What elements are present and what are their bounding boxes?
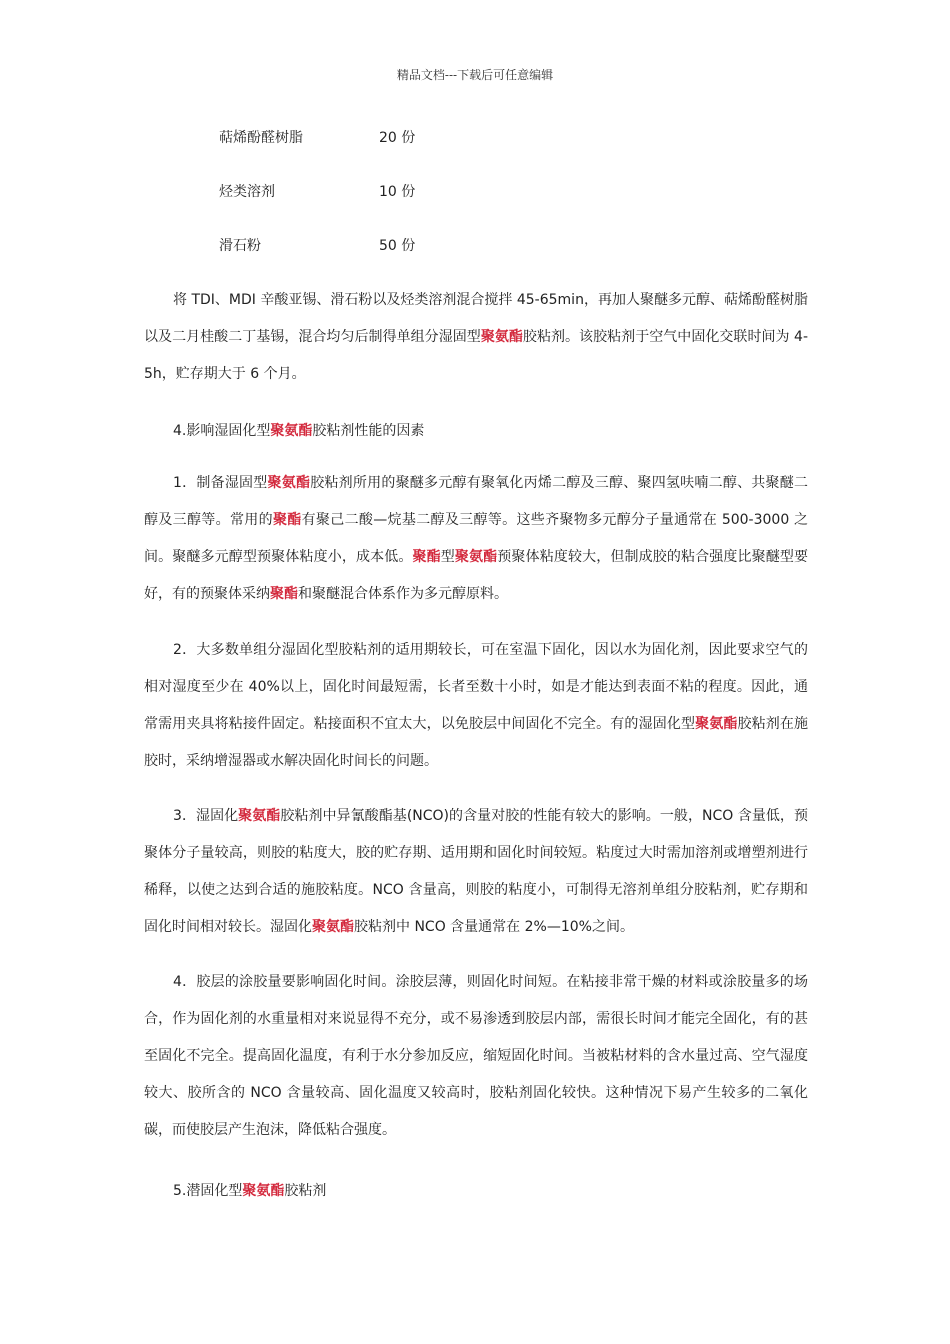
ingredient-name: 萜烯酚醛树脂 [219, 130, 303, 146]
keyword-highlight: 聚酯 [272, 512, 302, 528]
text-run: 胶粘剂性能的因素 [312, 423, 425, 439]
ingredient-amount: 50 份 [379, 238, 416, 254]
section-heading-5 [173, 1180, 326, 1200]
text-run: 3．湿固化 [173, 808, 239, 824]
keyword-highlight: 聚氨酯 [480, 329, 523, 345]
text-run: 胶粘剂 [284, 1183, 327, 1199]
page-header: 精品文档---下载后可任意编辑 [396, 68, 554, 82]
keyword-highlight: 聚酯 [270, 586, 298, 602]
text-run: 5.潜固化型 [173, 1183, 243, 1199]
text-run: 有聚己二酸—烷基二醇及三醇等。这些齐聚物多元醇分子量通常在 500-3000 之间。聚醚多元醇型预聚体粘度小，成本低。 [144, 512, 808, 565]
ingredient-name: 烃类溶剂 [219, 184, 275, 200]
keyword-highlight: 聚氨酯 [695, 716, 738, 732]
text-run: 预聚体粘度较大，但制成胶的粘合强度比聚醚型要好，有的预聚体采纳 [144, 549, 809, 602]
list-item-2 [144, 632, 808, 780]
formula-row [219, 181, 415, 201]
keyword-highlight: 聚酯 [412, 549, 441, 565]
text-run: 和聚醚混合体系作为多元醇原料。 [298, 586, 508, 602]
text-run: 胶粘剂在施胶时，采纳增湿器或水解决固化时间长的问题。 [144, 716, 809, 769]
text-run: 胶粘剂中异氰酸酯基(NCO)的含量对胶的性能有较大的影响。一般，NCO 含量低，预聚体分子量较高，则胶的粘度大，胶的贮存期、适用期和固化时间较短。粘度过大时需加溶剂或增塑剂进行稀释，以使之达到合适的施胶粘度。NCO 含量高，则胶的粘度小，可制得无溶剂单组分胶粘剂，贮存期和固化时间相对较长。湿固化 [144, 808, 808, 935]
text-run: 胶粘剂。该胶粘剂于空气中固化交联时间为 4-5h，贮存期大于 6 个月。 [144, 329, 809, 382]
list-item-4: 4．胶层的涂胶量要影响固化时间。涂胶层薄，则固化时间短。在粘接非常干燥的材料或涂胶量多的场合，作为固化剂的水重量相对来说显得不充分，或不易渗透到胶层内部，需很长时间才能完全固化，有的甚至固化不完全。提高固化温度，有利于水分参加反应，缩短固化时间。当被粘材料的含水量过高、空气湿度较大、胶所含的 NCO 含量较高、固化温度又较高时，胶粘剂固化较快。这种情况下易产生较多的二氧化碳，而使胶层产生泡沫，降低粘合强度。 [144, 974, 808, 1138]
text-run: 胶粘剂中 NCO 含量通常在 2%—10%之间。 [354, 919, 634, 935]
ingredient-name: 滑石粉 [219, 238, 261, 254]
keyword-highlight: 聚氨酯 [312, 919, 354, 935]
list-item-3 [144, 798, 808, 946]
ingredient-amount: 20 份 [379, 130, 416, 146]
text-run: 4.影响湿固化型 [173, 423, 271, 439]
text-run: 2．大多数单组分湿固化型胶粘剂的适用期较长，可在室温下固化，因以水为固化剂，因此要求空气的相对湿度至少在 40%以上，固化时间最短需，长者至数十小时，如是才能达到表面不粘的程度。因此，通常需用夹具将粘接件固定。粘接面积不宜太大，以免胶层中间固化不完全。有的湿固化型 [144, 642, 808, 732]
text-run: 胶粘剂所用的聚醚多元醇有聚氧化丙烯二醇及三醇、聚四氢呋喃二醇、共聚醚二醇及三醇等。常用的 [144, 475, 808, 528]
keyword-highlight: 聚氨酯 [270, 423, 313, 439]
section-heading-4 [173, 420, 424, 440]
formula-row [219, 235, 415, 255]
keyword-highlight: 聚氨酯 [242, 1183, 285, 1199]
text-run: 型 [440, 549, 455, 565]
ingredient-amount: 10 份 [379, 184, 416, 200]
list-item-1 [144, 465, 808, 613]
formula-row [219, 127, 415, 147]
text-run: 1．制备湿固型 [173, 475, 268, 491]
paragraph-preparation [144, 282, 808, 393]
keyword-highlight: 聚氨酯 [238, 808, 281, 824]
text-run: 将 TDI、MDI 辛酸亚锡、滑石粉以及烃类溶剂混合搅拌 45-65min，再加人聚醚多元醇、萜烯酚醛树脂以及二月桂酸二丁基锡，混合均匀后制得单组分湿固型 [144, 292, 808, 345]
keyword-highlight: 聚氨酯 [267, 475, 311, 491]
keyword-highlight: 聚氨酯 [454, 549, 498, 565]
